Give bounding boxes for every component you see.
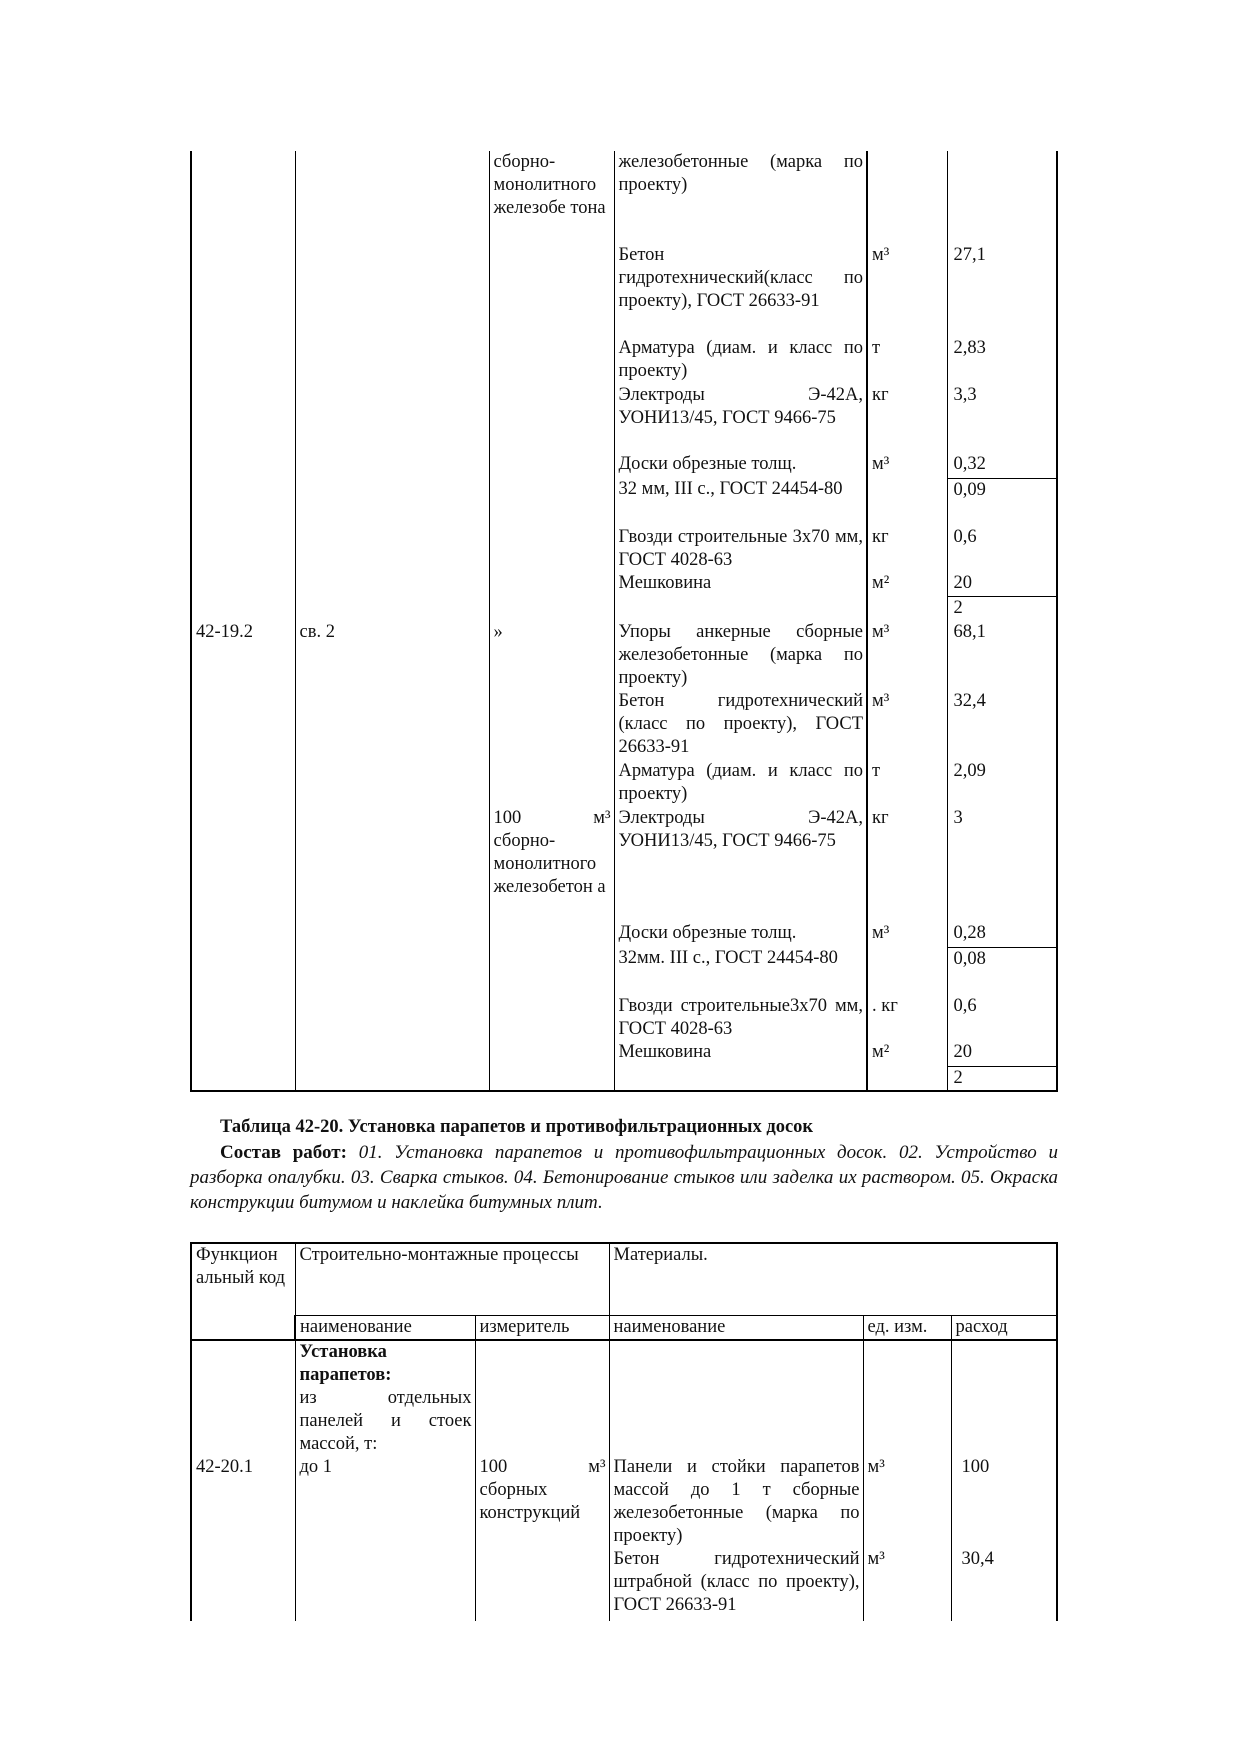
process-cell [295, 947, 489, 995]
qty-cell: 100 [951, 1456, 1057, 1548]
code-cell [191, 947, 295, 995]
code-cell [191, 596, 295, 621]
meter-cell [489, 453, 614, 478]
table-row [191, 384, 1057, 453]
header-materials: Материалы. [609, 1243, 1057, 1315]
unit-cell: м³ [863, 1456, 951, 1548]
process-cell [295, 690, 489, 760]
meter-value: 100 [479, 1457, 508, 1477]
qty-cell: 20 [947, 572, 1057, 596]
qty-cell: 68,1 [947, 621, 1057, 690]
process-cell [295, 596, 489, 621]
table-row [191, 572, 1057, 596]
code-cell [191, 337, 295, 384]
qty-cell: 0,6 [947, 526, 1057, 572]
code-cell [191, 807, 295, 922]
table-row [191, 1066, 1057, 1091]
meter-cell [489, 1066, 614, 1091]
unit-cell: кг [867, 384, 947, 453]
unit-cell [867, 947, 947, 995]
meter-cell: сборно-монолитного железобе тона [489, 151, 614, 244]
unit-cell: м³ [863, 1548, 951, 1621]
code-cell [191, 453, 295, 478]
qty-cell: 0,6 [947, 995, 1057, 1041]
process-cell [295, 478, 489, 526]
material-cell: Бетон гидротехнический штрабной (класс по проекту), ГОСТ 26633-91 [609, 1548, 863, 1621]
code-cell [191, 1066, 295, 1091]
unit-cell: м² [867, 1041, 947, 1066]
qty-cell: 20 [947, 1041, 1057, 1066]
material-cell: Гвозди строительные 3х70 мм, ГОСТ 4028-63 [614, 526, 867, 572]
qty-cell: 0,09 [947, 478, 1057, 526]
material-cell: Арматура (диам. и класс по проекту) [614, 760, 867, 807]
table-row [191, 526, 1057, 572]
unit-cell [867, 1066, 947, 1091]
qty-cell: 0,32 [947, 453, 1057, 478]
material-cell: Бетон гидротехнический (класс по проекту), ГОСТ 26633-91 [614, 690, 867, 760]
material-cell: Доски обрезные толщ. [614, 453, 867, 478]
table-row [191, 596, 1057, 621]
code-cell [191, 384, 295, 453]
process-cell [295, 995, 489, 1041]
table-row [191, 995, 1057, 1041]
material-cell: Электроды Э-42А, УОНИ13/45, ГОСТ 9466-75 [614, 384, 867, 453]
code-cell: 42-19.2 [191, 621, 295, 690]
code-cell [191, 244, 295, 337]
meter-cell [489, 807, 614, 922]
process-cell [295, 244, 489, 337]
meter-cell [489, 690, 614, 760]
table-row [191, 478, 1057, 526]
materials-table-42-20 [190, 1242, 1058, 1621]
unit-cell: м² [867, 572, 947, 596]
unit-cell: . кг [867, 995, 947, 1041]
meter-text: сборно-монолитного железобетон а [493, 831, 606, 897]
process-cell [295, 922, 489, 947]
unit-cell [867, 478, 947, 526]
meter-cell [475, 1456, 609, 1548]
header-unit: ед. изм. [863, 1315, 951, 1340]
group-title-cell [295, 1340, 475, 1456]
material-cell: Гвозди строительные3х70 мм, ГОСТ 4028-63 [614, 995, 867, 1041]
meter-cell [489, 1041, 614, 1066]
header-meter: измеритель [475, 1315, 609, 1340]
qty-cell: 3,3 [947, 384, 1057, 453]
unit-cell: м³ [867, 621, 947, 690]
table-row [191, 151, 1057, 244]
code-cell [191, 1041, 295, 1066]
meter-cell [489, 526, 614, 572]
unit-cell: м³ [867, 690, 947, 760]
process-cell [295, 453, 489, 478]
table-row [191, 453, 1057, 478]
code-cell [191, 478, 295, 526]
unit-cell: кг [867, 807, 947, 922]
table-row [191, 1456, 1057, 1548]
table-row [191, 807, 1057, 922]
meter-cell [489, 337, 614, 384]
qty-cell: 2 [947, 1066, 1057, 1091]
process-cell: св. 2 [295, 621, 489, 690]
process-cell [295, 151, 489, 244]
unit-cell: т [867, 760, 947, 807]
meter-cell [489, 922, 614, 947]
material-cell: Бетон гидротехнический(класс по проекту), ГОСТ 26633-91 [614, 244, 867, 337]
table-row [191, 1548, 1057, 1621]
process-cell [295, 1066, 489, 1091]
group-subtitle: из отдельных панелей и стоек массой, т: [299, 1388, 472, 1454]
unit-cell [867, 596, 947, 621]
qty-cell: 0,08 [947, 947, 1057, 995]
meter-cell [489, 478, 614, 526]
process-cell [295, 807, 489, 922]
material-cell: железобетонные (марка по проекту) [614, 151, 867, 244]
material-cell [614, 1066, 867, 1091]
unit-cell [867, 151, 947, 244]
meter-cell [489, 995, 614, 1041]
process-cell [295, 1041, 489, 1066]
unit-cell: кг [867, 526, 947, 572]
process-cell [295, 526, 489, 572]
subheader-row [191, 1315, 1057, 1340]
material-cell: 32мм. III с., ГОСТ 24454-80 [614, 947, 867, 995]
header-processes: Строительно-монтажные процессы [295, 1243, 609, 1315]
qty-cell: 2,83 [947, 337, 1057, 384]
meter-unit: м³ [593, 808, 611, 828]
code-cell [191, 526, 295, 572]
table-row [191, 244, 1057, 337]
meter-cell [489, 572, 614, 596]
material-cell: Мешковина [614, 572, 867, 596]
code-cell: 42-20.1 [191, 1456, 295, 1548]
unit-cell: м³ [867, 453, 947, 478]
material-cell: Упоры анкерные сборные железобетонные (марка по проекту) [614, 621, 867, 690]
meter-cell [489, 760, 614, 807]
header-proc-name: наименование [295, 1315, 475, 1340]
unit-cell: т [867, 337, 947, 384]
table-row [191, 947, 1057, 995]
table-caption: Таблица 42-20. Установка парапетов и противофильтрационных досок [220, 1117, 814, 1137]
material-cell: Арматура (диам. и класс по проекту) [614, 337, 867, 384]
meter-cell [489, 244, 614, 337]
meter-cell [489, 947, 614, 995]
table-row [191, 337, 1057, 384]
meter-text: сборных конструкций [479, 1480, 581, 1523]
process-cell [295, 760, 489, 807]
meter-cell [489, 596, 614, 621]
header-row [191, 1243, 1057, 1315]
qty-cell: 32,4 [947, 690, 1057, 760]
composition-label: Состав работ: [220, 1142, 347, 1163]
qty-cell: 3 [947, 807, 1057, 922]
composition-text: 01. Установка парапетов и противофильтрационных досок. 02. Устройство и разборка опалубки. 03. Сварка стыков. 04. Бетонирование стыков или заделка их раствором. 05. Окраска конструкции битумом и наклейка битумных плит. [190, 1142, 1058, 1213]
table-row [191, 760, 1057, 807]
process-cell [295, 337, 489, 384]
material-cell: 32 мм, III с., ГОСТ 24454-80 [614, 478, 867, 526]
process-cell [295, 384, 489, 453]
material-cell: Панели и стойки парапетов массой до 1 т сборные железобетонные (марка по проекту) [609, 1456, 863, 1548]
header-code: Функцион альный код [191, 1243, 295, 1340]
header-mat-name: наименование [609, 1315, 863, 1340]
code-cell [191, 995, 295, 1041]
meter-cell: » [489, 621, 614, 690]
qty-cell: 2,09 [947, 760, 1057, 807]
qty-cell [947, 151, 1057, 244]
code-cell [191, 690, 295, 760]
header-qty: расход [951, 1315, 1057, 1340]
qty-cell: 27,1 [947, 244, 1057, 337]
group-title: Установка парапетов: [299, 1342, 392, 1385]
material-cell: Доски обрезные толщ. [614, 922, 867, 947]
qty-cell: 2 [947, 596, 1057, 621]
material-cell [614, 596, 867, 621]
materials-table-42-19 [190, 151, 1058, 1092]
material-cell: Мешковина [614, 1041, 867, 1066]
table-row [191, 1340, 1057, 1456]
meter-value: 100 [493, 808, 522, 828]
unit-cell: м³ [867, 922, 947, 947]
work-composition [190, 1140, 1058, 1215]
qty-cell: 0,28 [947, 922, 1057, 947]
process-cell: до 1 [295, 1456, 475, 1548]
meter-unit: м³ [588, 1457, 606, 1477]
code-cell [191, 151, 295, 244]
process-cell [295, 572, 489, 596]
qty-cell: 30,4 [951, 1548, 1057, 1621]
code-cell [191, 922, 295, 947]
table-row [191, 621, 1057, 690]
unit-cell: м³ [867, 244, 947, 337]
table-row [191, 1041, 1057, 1066]
material-cell: Электроды Э-42А, УОНИ13/45, ГОСТ 9466-75 [614, 807, 867, 922]
meter-cell [489, 384, 614, 453]
code-cell [191, 572, 295, 596]
table-row [191, 690, 1057, 760]
table-row [191, 922, 1057, 947]
code-cell [191, 760, 295, 807]
